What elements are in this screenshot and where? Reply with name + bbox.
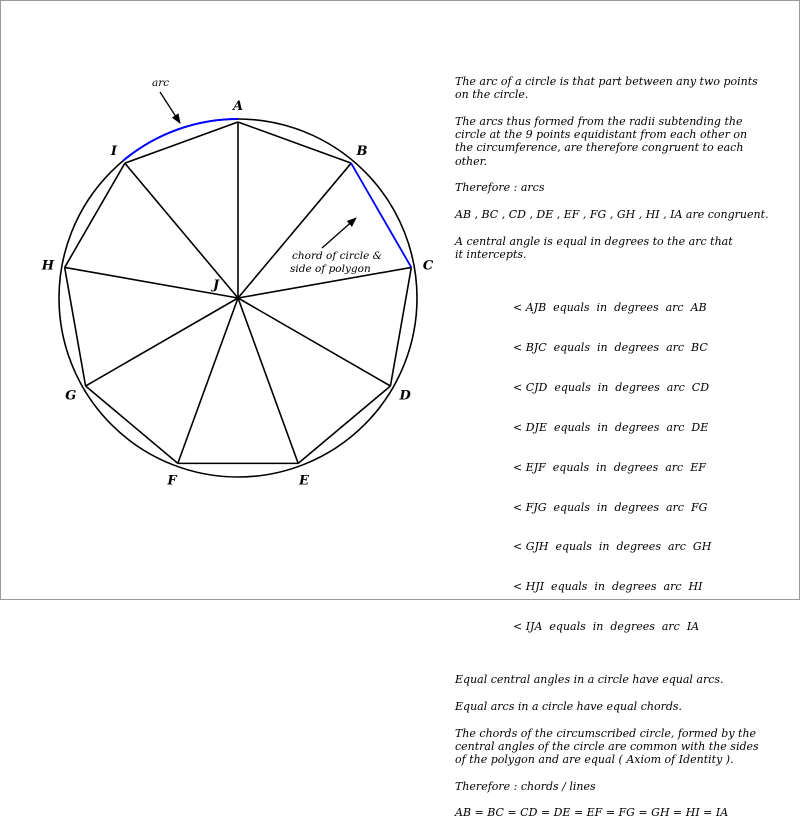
vertex-label-D: D — [399, 388, 411, 404]
chords-paragraph — [455, 727, 795, 767]
angle-item: < FJG equals in degrees arc FG — [513, 500, 708, 514]
radius-JD — [238, 298, 390, 386]
angle-item: < CJD equals in degrees arc CD — [513, 380, 710, 394]
vertex-label-H: H — [41, 258, 55, 274]
vertex-label-E: E — [299, 473, 309, 489]
arc-definition — [455, 75, 795, 102]
text-line: The arcs thus formed from the radii subtending the — [455, 114, 743, 128]
equal-arcs-statement: Equal arcs in a circle have equal chords. — [455, 699, 683, 713]
angle-item: < AJB equals in degrees arc AB — [513, 301, 707, 315]
side-FG — [86, 386, 178, 463]
text-line: A central angle is equal in degrees to the arc that — [455, 234, 733, 248]
angle-item: < BJC equals in degrees arc BC — [513, 340, 708, 354]
radius-JB — [238, 163, 351, 298]
vertex-label-B: B — [356, 144, 368, 160]
radius-JI — [125, 163, 238, 298]
equal-angles-statement: Equal central angles in a circle have equal arcs. — [455, 673, 724, 687]
radius-JF — [178, 298, 238, 463]
arcs-formed-paragraph — [455, 115, 795, 168]
vertex-label-A: A — [232, 99, 244, 114]
angle-item: < GJH equals in degrees arc GH — [513, 540, 712, 554]
text-line: it intercepts. — [455, 247, 527, 261]
central-angle-paragraph — [455, 235, 795, 262]
text-line: of the polygon and are equal ( Axiom of Identity ). — [455, 753, 734, 767]
text-line: the circumference, are therefore congruent to each — [455, 141, 744, 155]
radius-JG — [86, 298, 238, 386]
vertex-label-G: G — [65, 388, 77, 404]
chords-equal-statement: AB = BC = CD = DE = EF = FG = GH = HI = IA — [455, 806, 729, 820]
explanation-text — [455, 75, 795, 833]
radius-JH — [65, 267, 238, 298]
arc-IA-highlight — [123, 119, 238, 161]
text-line: on the circle. — [455, 88, 529, 102]
angle-item: < EJF equals in degrees arc EF — [513, 460, 706, 474]
text-line: other. — [455, 154, 488, 168]
text-line: The chords of the circumscribed circle, formed by the — [455, 726, 757, 740]
arc-callout-arrow — [160, 92, 180, 123]
side-CD — [390, 267, 411, 386]
chord-callout-label — [290, 250, 385, 275]
angle-item: < IJA equals in degrees arc IA — [513, 620, 700, 634]
central-angle-list — [513, 274, 795, 660]
radius-JE — [238, 298, 298, 463]
chord-callout-arrow — [322, 218, 356, 248]
therefore-arcs: Therefore : arcs — [455, 181, 545, 195]
chord-callout-line-1: chord of circle & — [292, 250, 382, 262]
text-line: The arc of a circle is that part between any two points — [455, 75, 758, 88]
center-label-J: J — [213, 278, 220, 293]
therefore-chords: Therefore : chords / lines — [455, 779, 596, 793]
arc-callout-label: arc — [152, 77, 170, 89]
side-DE — [298, 386, 390, 463]
side-HI — [65, 163, 125, 267]
vertex-label-F: F — [167, 473, 177, 489]
vertex-label-I: I — [110, 144, 117, 160]
text-line: central angles of the circle are common with the sides — [455, 739, 759, 753]
chord-callout-line-2: side of polygon — [290, 263, 371, 275]
angle-item: < HJI equals in degrees arc HI — [513, 580, 703, 594]
vertex-label-C: C — [422, 258, 434, 274]
side-GH — [65, 267, 86, 386]
text-line: circle at the 9 points equidistant from each other on — [455, 128, 748, 142]
angle-item: < DJE equals in degrees arc DE — [513, 420, 709, 434]
arcs-congruent: AB , BC , CD , DE , EF , FG , GH , HI , IA are congruent. — [455, 207, 769, 221]
